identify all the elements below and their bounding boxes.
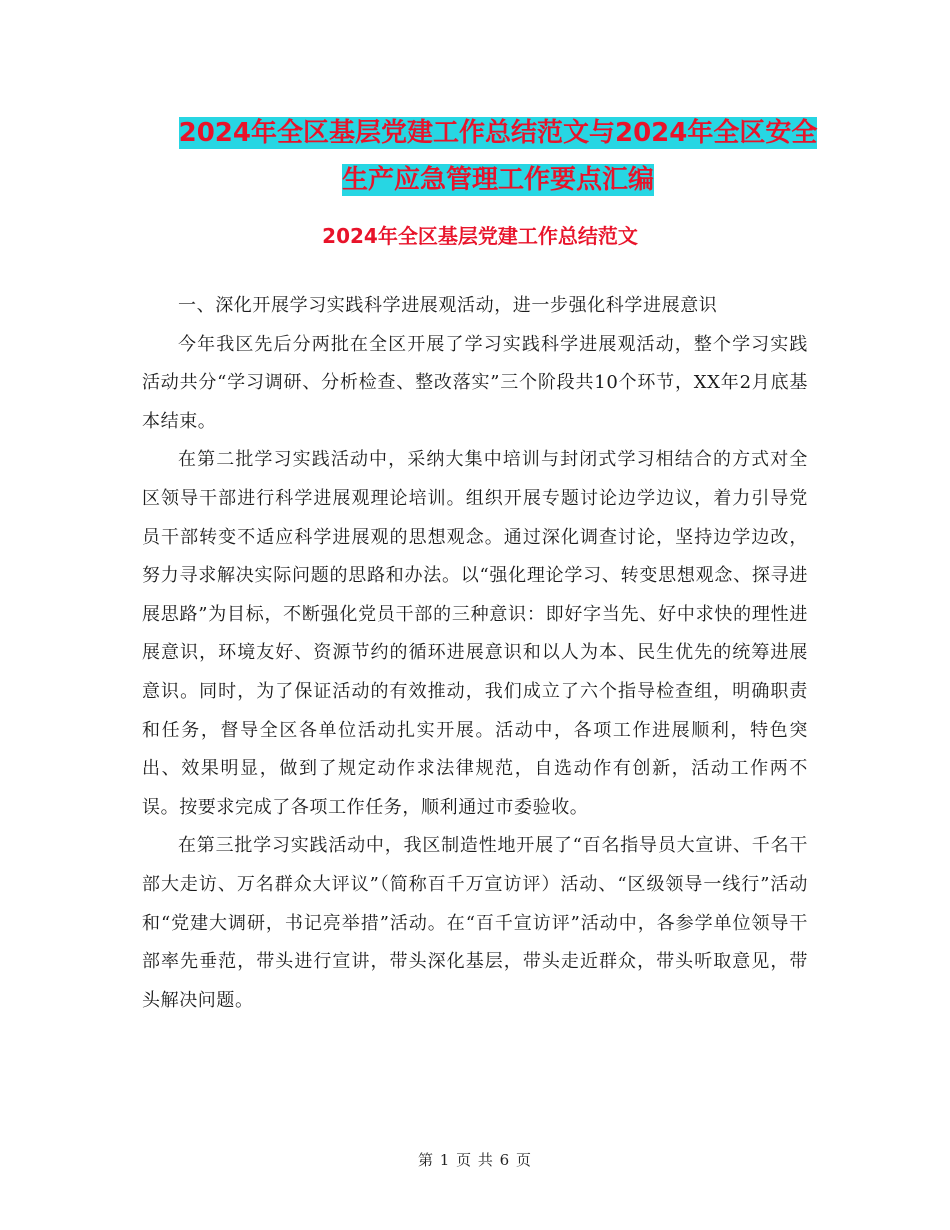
paragraph: 一、深化开展学习实践科学进展观活动，进一步强化科学进展意识 (178, 295, 718, 316)
section-title: 2024年全区基层党建工作总结范文 (322, 224, 638, 248)
document-title-line-1: 2024年全区基层党建工作总结范文与2024年全区安全 (178, 118, 818, 148)
paragraph: 今年我区先后分两批在全区开展了学习实践科学进展观活动，整个学习实践活动共分“学习调研、分析检查、整改落实”三个阶段共10个环节，XX年2月底基本结束。 (142, 333, 808, 432)
paragraph: 在第二批学习实践活动中，采纳大集中培训与封闭式学习相结合的方式对全区领导干部进行科学进展观理论培训。组织开展专题讨论边学边议，着力引导党员干部转变不适应科学进展观的思想观念。通过深化调查讨论，坚持边学边改，努力寻求解决实际问题的思路和办法。以“强化理论学习、转变思想观念、探寻进展思路”为目标，不断强化党员干部的三种意识：即好字当先、好中求快的理性进展意识，环境友好、资源节约的循环进展意识和以人为本、民生优先的统筹进展意识。同时，为了保证活动的有效推动，我们成立了六个指导检查组，明确职责和任务，督导全区各单位活动扎实开展。活动中，各项工作进展顺利，特色突出、效果明显，做到了规定动作求法律规范，自选动作有创新，活动工作两不误。按要求完成了各项工作任务，顺利通过市委验收。 (142, 449, 808, 818)
page-footer (0, 1150, 950, 1170)
document-title (140, 110, 856, 204)
document-body (142, 287, 808, 1020)
page-number-label: 第 1 页 共 6 页 (418, 1151, 532, 1169)
paragraph: 在第三批学习实践活动中，我区制造性地开展了“百名指导员大宣讲、千名干部大走访、万名群众大评议”（简称百千万宣访评）活动、“区级领导一线行”活动和“党建大调研，书记亮举措”活动。在“百千宣访评”活动中，各参学单位领导干部率先垂范，带头进行宣讲，带头深化基层，带头走近群众，带头听取意见，带头解决问题。 (142, 835, 808, 1011)
document-title-line-2: 生产应急管理工作要点汇编 (341, 165, 654, 195)
